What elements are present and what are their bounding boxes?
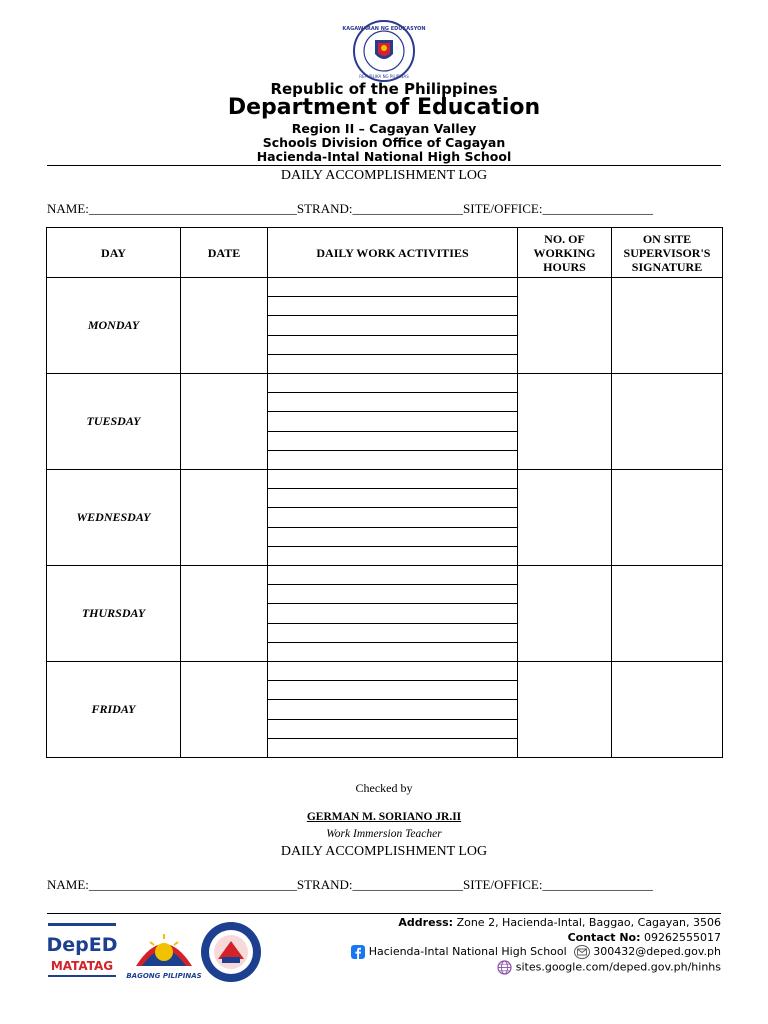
teacher-role: Work Immersion Teacher — [326, 828, 442, 840]
hours-cell[interactable] — [518, 566, 612, 662]
day-cell: FRIDAY — [47, 662, 181, 758]
matatag-text: MATATAG — [50, 959, 114, 973]
day-cell: WEDNESDAY — [47, 470, 181, 566]
footer-address — [398, 916, 721, 929]
deped-logo-text: DepED — [46, 934, 118, 956]
table-row — [47, 278, 723, 374]
table-row — [47, 470, 723, 566]
email-link[interactable]: 300432@deped.gov.ph — [593, 945, 721, 958]
header-hours: NO. OF WORKING HOURS — [518, 228, 612, 278]
activities-cell[interactable] — [268, 374, 518, 470]
name-field[interactable]: NAME:________________________________ — [47, 877, 297, 892]
teacher-name: GERMAN M. SORIANO JR.II — [306, 811, 462, 823]
address-label: Address: — [398, 916, 454, 929]
globe-icon — [497, 960, 512, 975]
address-value: Zone 2, Hacienda-Intal, Baggao, Cagayan, 3506 — [456, 916, 721, 929]
strand-field[interactable]: STRAND:_________________ — [296, 201, 464, 216]
division-heading: Schools Division Office of Cagayan — [262, 135, 506, 150]
footer-social — [351, 945, 721, 959]
school-seal-logo — [198, 921, 264, 983]
table-row — [47, 662, 723, 758]
footer-contact — [568, 931, 721, 944]
seal-text-top: KAGAWARAN NG EDUKASYON — [342, 26, 426, 32]
facebook-page-link[interactable]: Hacienda-Intal National High School — [368, 945, 567, 958]
facebook-icon — [351, 945, 365, 959]
student-info-fields-repeat — [47, 877, 727, 893]
log-title-repeat: DAILY ACCOMPLISHMENT LOG — [280, 844, 488, 859]
footer-divider — [47, 913, 721, 914]
date-cell[interactable] — [181, 566, 268, 662]
header-date: DATE — [181, 228, 268, 278]
hours-cell[interactable] — [518, 662, 612, 758]
website-link[interactable]: sites.google.com/deped.gov.ph/hinhs — [515, 960, 721, 974]
contact-value: 09262555017 — [644, 931, 721, 944]
signature-cell[interactable] — [612, 470, 723, 566]
bagong-pilipinas-logo — [128, 920, 200, 982]
date-cell[interactable] — [181, 662, 268, 758]
activities-cell[interactable] — [268, 470, 518, 566]
table-row — [47, 566, 723, 662]
header-activities: DAILY WORK ACTIVITIES — [268, 228, 518, 278]
signature-cell[interactable] — [612, 662, 723, 758]
date-cell[interactable] — [181, 278, 268, 374]
signature-cell[interactable] — [612, 278, 723, 374]
deped-matatag-logo — [46, 921, 118, 981]
header-divider — [47, 165, 721, 166]
region-heading: Region II – Cagayan Valley — [291, 121, 477, 136]
republic-heading: Republic of the Philippines — [270, 80, 498, 98]
activities-cell[interactable] — [268, 662, 518, 758]
site-office-field[interactable]: SITE/OFFICE:_________________ — [463, 877, 653, 892]
header-signature: ON SITE SUPERVISOR'S SIGNATURE — [612, 228, 723, 278]
activities-cell[interactable] — [268, 566, 518, 662]
hours-cell[interactable] — [518, 470, 612, 566]
date-cell[interactable] — [181, 470, 268, 566]
hours-cell[interactable] — [518, 374, 612, 470]
strand-field[interactable]: STRAND:_________________ — [296, 877, 464, 892]
checked-by-label: Checked by — [355, 781, 413, 795]
activities-cell[interactable] — [268, 278, 518, 374]
day-cell: THURSDAY — [47, 566, 181, 662]
signature-cell[interactable] — [612, 566, 723, 662]
table-header-row — [47, 228, 723, 278]
school-heading: Hacienda-Intal National High School — [256, 149, 512, 164]
hours-cell[interactable] — [518, 278, 612, 374]
department-heading: Department of Education — [227, 95, 541, 120]
site-office-field[interactable]: SITE/OFFICE:_________________ — [463, 201, 653, 216]
day-cell: MONDAY — [47, 278, 181, 374]
email-icon — [574, 945, 590, 959]
signature-cell[interactable] — [612, 374, 723, 470]
date-cell[interactable] — [181, 374, 268, 470]
log-title: DAILY ACCOMPLISHMENT LOG — [280, 168, 488, 183]
name-field[interactable]: NAME:________________________________ — [47, 201, 297, 216]
contact-label: Contact No: — [567, 931, 641, 944]
accomplishment-table — [46, 227, 723, 758]
deped-seal-logo — [342, 20, 426, 82]
header-day: DAY — [47, 228, 181, 278]
student-info-fields — [47, 201, 727, 217]
day-cell: TUESDAY — [47, 374, 181, 470]
bagong-pilipinas-text: BAGONG PILIPINAS — [126, 972, 202, 980]
footer-website — [497, 960, 721, 975]
table-row — [47, 374, 723, 470]
seal-text-bottom: REPUBLIKA NG PILIPINAS — [359, 74, 409, 79]
